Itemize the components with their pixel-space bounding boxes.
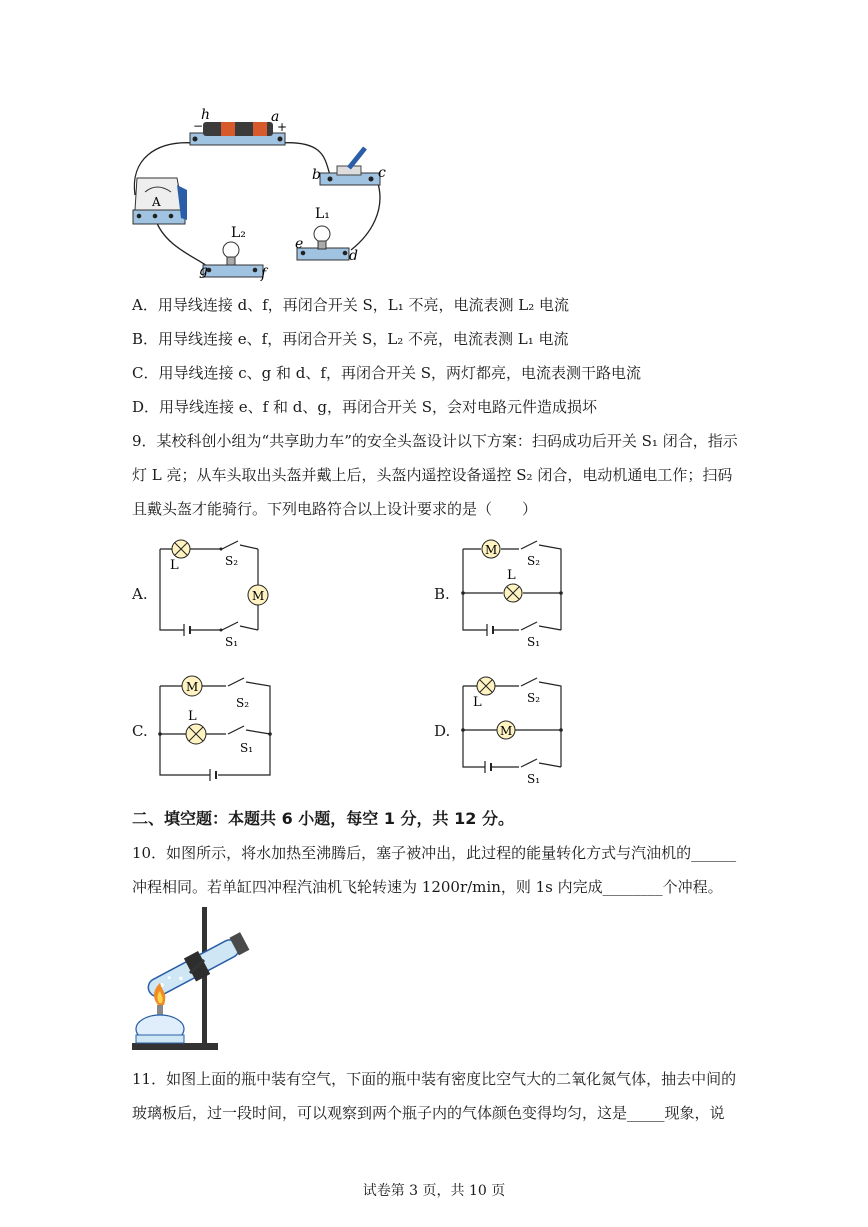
- q9-circuit-d: [455, 672, 575, 792]
- motor-m: M: [500, 724, 513, 738]
- svg-text:+: +: [277, 120, 288, 134]
- q9-option-d-letter: D.: [434, 722, 451, 740]
- q9-stem-line-3: 且戴头盔才能骑行。下列电路符合以上设计要求的是（ ）: [132, 500, 538, 518]
- svg-text:−: −: [193, 119, 204, 133]
- switch-s2: S₂: [225, 554, 239, 568]
- q9-stem-line-1: 9．某校科创小组为“共享助力车”的安全头盔设计以下方案：扫码成功后开关 S₁ 闭合，指示: [132, 432, 738, 450]
- q9-circuit-c: [152, 672, 282, 787]
- q9-option-a-letter: A.: [132, 585, 148, 603]
- lamp-l: L: [170, 558, 179, 573]
- switch-s2: S₂: [527, 691, 541, 705]
- lamp-l: L: [473, 695, 482, 710]
- q10-heating-figure: [130, 905, 270, 1055]
- label-A: A: [152, 195, 161, 209]
- label-e: e: [295, 236, 304, 252]
- q8-circuit-figure: [125, 100, 395, 285]
- q9-stem-line-2: 灯 L 亮；从车头取出头盔并戴上后，头盔内遥控设备遥控 S₂ 闭合，电动机通电工作；扫码: [132, 466, 733, 484]
- label-L2: L₂: [231, 225, 246, 241]
- switch-s1: S₁: [225, 635, 239, 649]
- switch-s2: S₂: [527, 554, 541, 568]
- q8-option-d: D．用导线连接 e、f 和 d、g，再闭合开关 S，会对电路元件造成损坏: [132, 398, 598, 416]
- label-c: c: [378, 165, 386, 181]
- label-b: b: [312, 167, 321, 183]
- motor-m: M: [485, 543, 498, 557]
- q9-option-c-letter: C.: [132, 722, 148, 740]
- switch-s1: S₁: [527, 772, 541, 786]
- q8-option-a: A．用导线连接 d、f，再闭合开关 S，L₁ 不亮，电流表测 L₂ 电流: [132, 296, 570, 314]
- label-h: h: [201, 107, 211, 123]
- label-f: f: [261, 266, 267, 282]
- page-footer: 试卷第 3 页，共 10 页: [362, 1183, 506, 1199]
- lamp-l: L: [188, 709, 197, 724]
- label-L1: L₁: [315, 206, 330, 222]
- q10-stem-line-2: 冲程相同。若单缸四冲程汽油机飞轮转速为 1200r/min，则 1s 内完成________个冲程。: [132, 878, 723, 896]
- q10-stem-line-1: 10．如图所示，将水加热至沸腾后，塞子被冲出，此过程的能量转化方式与汽油机的______: [132, 844, 737, 862]
- q9-circuit-a: [150, 535, 280, 655]
- label-d: d: [349, 248, 358, 264]
- q8-option-b: B．用导线连接 e、f，再闭合开关 S，L₂ 不亮，电流表测 L₁ 电流: [132, 330, 569, 348]
- q8-option-c: C．用导线连接 c、g 和 d、f，再闭合开关 S，两灯都亮，电流表测干路电流: [132, 364, 641, 382]
- section-title-fill-in: 二、填空题：本题共 6 小题，每空 1 分，共 12 分。: [132, 809, 514, 828]
- switch-s1: S₁: [240, 741, 254, 755]
- q9-option-b-letter: B.: [434, 585, 450, 603]
- switch-s1: S₁: [527, 635, 541, 649]
- q9-circuit-b: [455, 535, 575, 655]
- motor-m: M: [252, 589, 265, 603]
- lamp-l: L: [507, 568, 516, 583]
- q11-stem-line-1: 11．如图上面的瓶中装有空气，下面的瓶中装有密度比空气大的二氧化氮气体，抽去中间的: [132, 1070, 737, 1088]
- label-g: g: [199, 263, 208, 279]
- switch-s2: S₂: [236, 696, 250, 710]
- q11-stem-line-2: 玻璃板后，过一段时间，可以观察到两个瓶子内的气体颜色变得均匀，这是_____现象，说: [132, 1104, 725, 1122]
- motor-m: M: [186, 680, 199, 694]
- label-a: a: [271, 109, 280, 125]
